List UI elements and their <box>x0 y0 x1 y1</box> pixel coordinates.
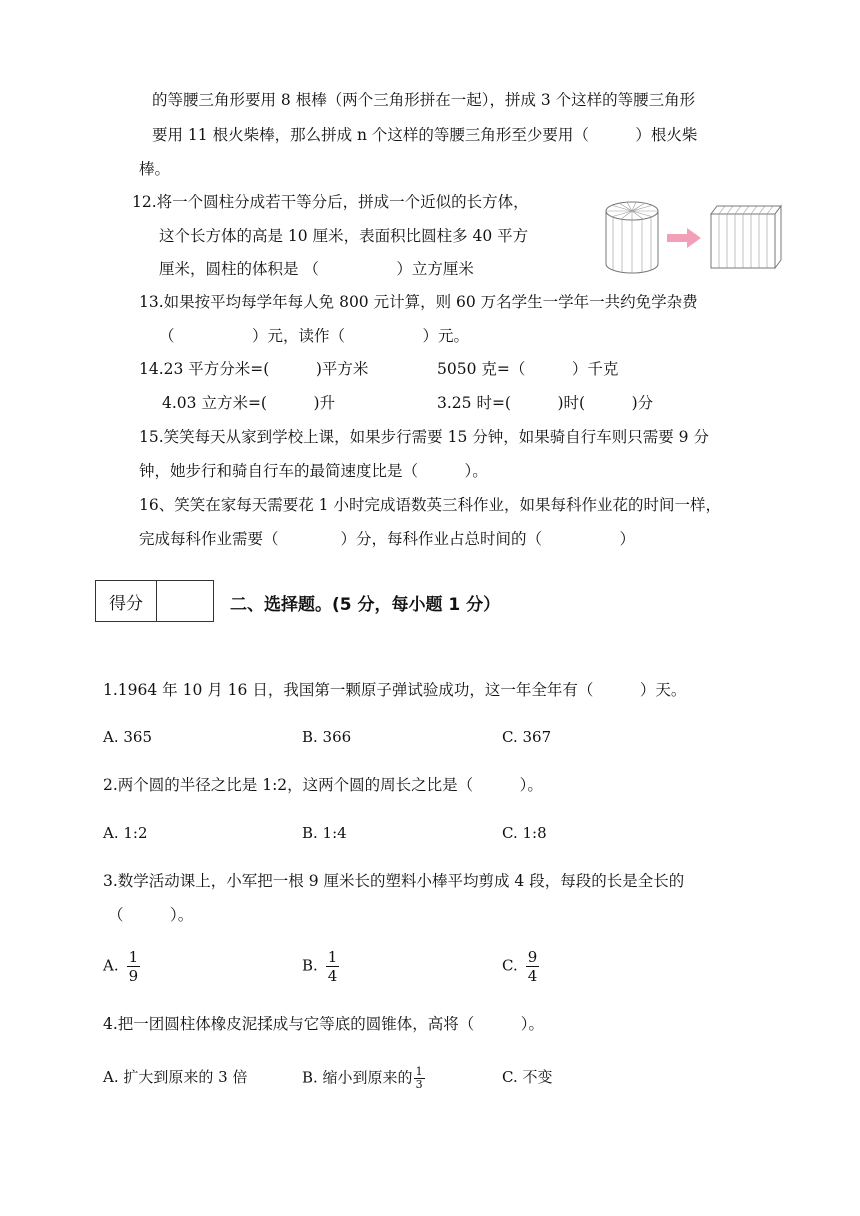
mc-question-4: 4.把一团圆柱体橡皮泥揉成与它等底的圆锥体，高将（ ）。 <box>103 1015 545 1033</box>
fraction-denominator: 9 <box>128 967 139 985</box>
q14-line-1b: 5050 克=（ ）千克 <box>437 360 619 378</box>
fraction-numerator: 1 <box>128 948 139 966</box>
mc-question-1: 1.1964 年 10 月 16 日，我国第一颗原子弹试验成功，这一年全年有（ ）天。 <box>103 681 687 699</box>
q13-line-1: 13.如果按平均每学年每人免 800 元计算，则 60 万名学生一学年一共约免学杂费 <box>139 293 698 311</box>
mc-q1-option-a: A. 365 <box>103 728 152 746</box>
q12-line-3: 厘米，圆柱的体积是 （ ）立方厘米 <box>159 260 474 278</box>
mc-q3-option-c <box>502 948 539 985</box>
mc-q4-option-a: A. 扩大到原来的 3 倍 <box>103 1068 248 1086</box>
fraction-numerator: 1 <box>327 948 338 966</box>
mc-q1-option-c: C. 367 <box>502 728 552 746</box>
fraction <box>326 948 340 985</box>
mc-q2-option-b: B. 1:4 <box>302 824 347 842</box>
fraction <box>414 1066 425 1091</box>
cylinder-to-cuboid-figure <box>603 196 785 278</box>
mc-q4-option-c: C. 不变 <box>502 1068 553 1086</box>
mc-question-3: 3.数学活动课上，小军把一根 9 厘米长的塑料小棒平均剪成 4 段，每段的长是全长的 <box>103 872 685 890</box>
score-label: 得分 <box>96 581 157 621</box>
q14-line-1a: 14.23 平方分米=( )平方米 <box>139 360 369 378</box>
fraction <box>526 948 540 985</box>
q16-line-2: 完成每科作业需要（ ）分，每科作业占总时间的（ ） <box>139 530 636 548</box>
score-box <box>95 580 214 622</box>
q13-line-2: （ ）元，读作（ ）元。 <box>159 327 470 345</box>
score-blank <box>157 581 213 621</box>
mc-question-3-cont: （ ）。 <box>108 906 194 924</box>
q15-line-2: 钟，她步行和骑自行车的最简速度比是（ ）。 <box>139 462 488 480</box>
mc-q2-option-c: C. 1:8 <box>502 824 547 842</box>
option-letter: C. <box>502 956 518 975</box>
q16-line-1: 16、笑笑在家每天需要花 1 小时完成语数英三科作业，如果每科作业花的时间一样， <box>139 496 721 514</box>
q12-line-2: 这个长方体的高是 10 厘米，表面积比圆柱多 40 平方 <box>159 227 529 245</box>
mc-q2-option-a: A. 1:2 <box>103 824 148 842</box>
fraction-denominator: 4 <box>527 967 538 985</box>
mc-q1-option-b: B. 366 <box>302 728 352 746</box>
fraction-denominator: 3 <box>415 1078 423 1091</box>
fraction <box>127 948 141 985</box>
q14-line-2b: 3.25 时=( )时( )分 <box>437 394 654 412</box>
q12-line-1: 12.将一个圆柱分成若干等分后，拼成一个近似的长方体， <box>132 193 529 211</box>
mc-q3-option-b <box>302 948 339 985</box>
option-text: B. 缩小到原来的 <box>302 1068 413 1087</box>
q14-line-2a: 4.03 立方米=( )升 <box>162 394 336 412</box>
q11-line-1: 的等腰三角形要用 8 根棒（两个三角形拼在一起），拼成 3 个这样的等腰三角形 <box>152 91 696 109</box>
q11-line-2: 要用 11 根火柴棒，那么拼成 n 个这样的等腰三角形至少要用（ ）根火柴 <box>152 126 698 144</box>
option-letter: B. <box>302 956 318 975</box>
section-title: 二、选择题。(5 分，每小题 1 分） <box>230 595 501 615</box>
mc-q3-option-a <box>103 948 140 985</box>
fraction-denominator: 4 <box>327 967 338 985</box>
cylinder-shape <box>606 202 658 273</box>
mc-q4-option-b <box>302 1066 425 1091</box>
arrow-icon <box>667 228 701 248</box>
q15-line-1: 15.笑笑每天从家到学校上课，如果步行需要 15 分钟，如果骑自行车则只需要 9 分 <box>139 428 709 446</box>
fraction-numerator: 9 <box>527 948 538 966</box>
option-letter: A. <box>103 956 119 975</box>
fraction-numerator: 1 <box>415 1065 423 1078</box>
q11-line-3: 棒。 <box>139 160 171 178</box>
cuboid-shape <box>711 206 781 268</box>
mc-question-2: 2.两个圆的半径之比是 1:2，这两个圆的周长之比是（ ）。 <box>103 776 543 794</box>
